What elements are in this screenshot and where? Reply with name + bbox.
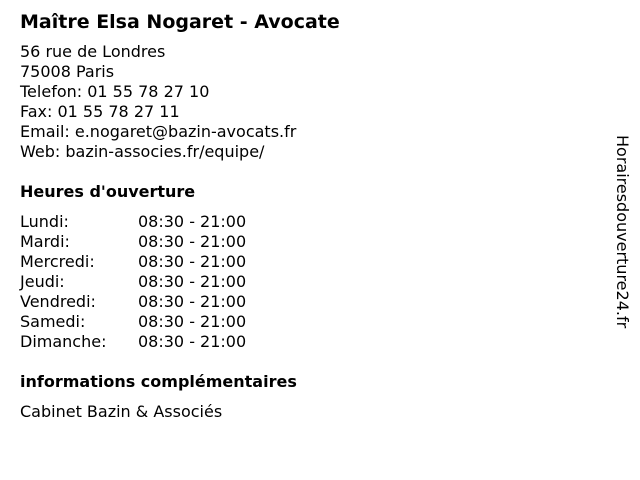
fax-number: Fax: 01 55 78 27 11 (20, 102, 180, 121)
email-address: Email: e.nogaret@bazin-avocats.fr (20, 122, 297, 141)
hours-row-mardi (20, 232, 580, 252)
extra-info-text: Cabinet Bazin & Associés (20, 402, 223, 421)
contact-block (20, 42, 580, 162)
hours-day: Lundi: (20, 212, 69, 231)
city-address: 75008 Paris (20, 62, 115, 81)
hours-table (20, 212, 580, 352)
hours-time: 08:30 - 21:00 (138, 312, 247, 331)
hours-day: Jeudi: (20, 272, 65, 291)
hours-time: 08:30 - 21:00 (138, 272, 247, 291)
hours-time: 08:30 - 21:00 (138, 292, 247, 311)
hours-day: Vendredi: (20, 292, 96, 311)
hours-time: 08:30 - 21:00 (138, 232, 247, 251)
hours-heading: Heures d'ouverture (20, 182, 196, 201)
hours-row-mercredi (20, 252, 580, 272)
listing-card (20, 10, 580, 422)
page-title: Maître Elsa Nogaret - Avocate (20, 11, 340, 33)
hours-day: Samedi: (20, 312, 86, 331)
hours-day: Mercredi: (20, 252, 95, 271)
watermark-text: Horairesdouverture24.fr (613, 135, 632, 329)
hours-time: 08:30 - 21:00 (138, 252, 247, 271)
hours-day: Mardi: (20, 232, 70, 251)
hours-row-vendredi (20, 292, 580, 312)
hours-row-samedi (20, 312, 580, 332)
hours-time: 08:30 - 21:00 (138, 332, 247, 351)
hours-time: 08:30 - 21:00 (138, 212, 247, 231)
street-address: 56 rue de Londres (20, 42, 166, 61)
hours-day: Dimanche: (20, 332, 107, 351)
extra-info-heading: informations complémentaires (20, 372, 297, 391)
hours-row-lundi (20, 212, 580, 232)
hours-row-jeudi (20, 272, 580, 292)
web-address: Web: bazin-associes.fr/equipe/ (20, 142, 265, 161)
hours-row-dimanche (20, 332, 580, 352)
phone-number: Telefon: 01 55 78 27 10 (20, 82, 210, 101)
